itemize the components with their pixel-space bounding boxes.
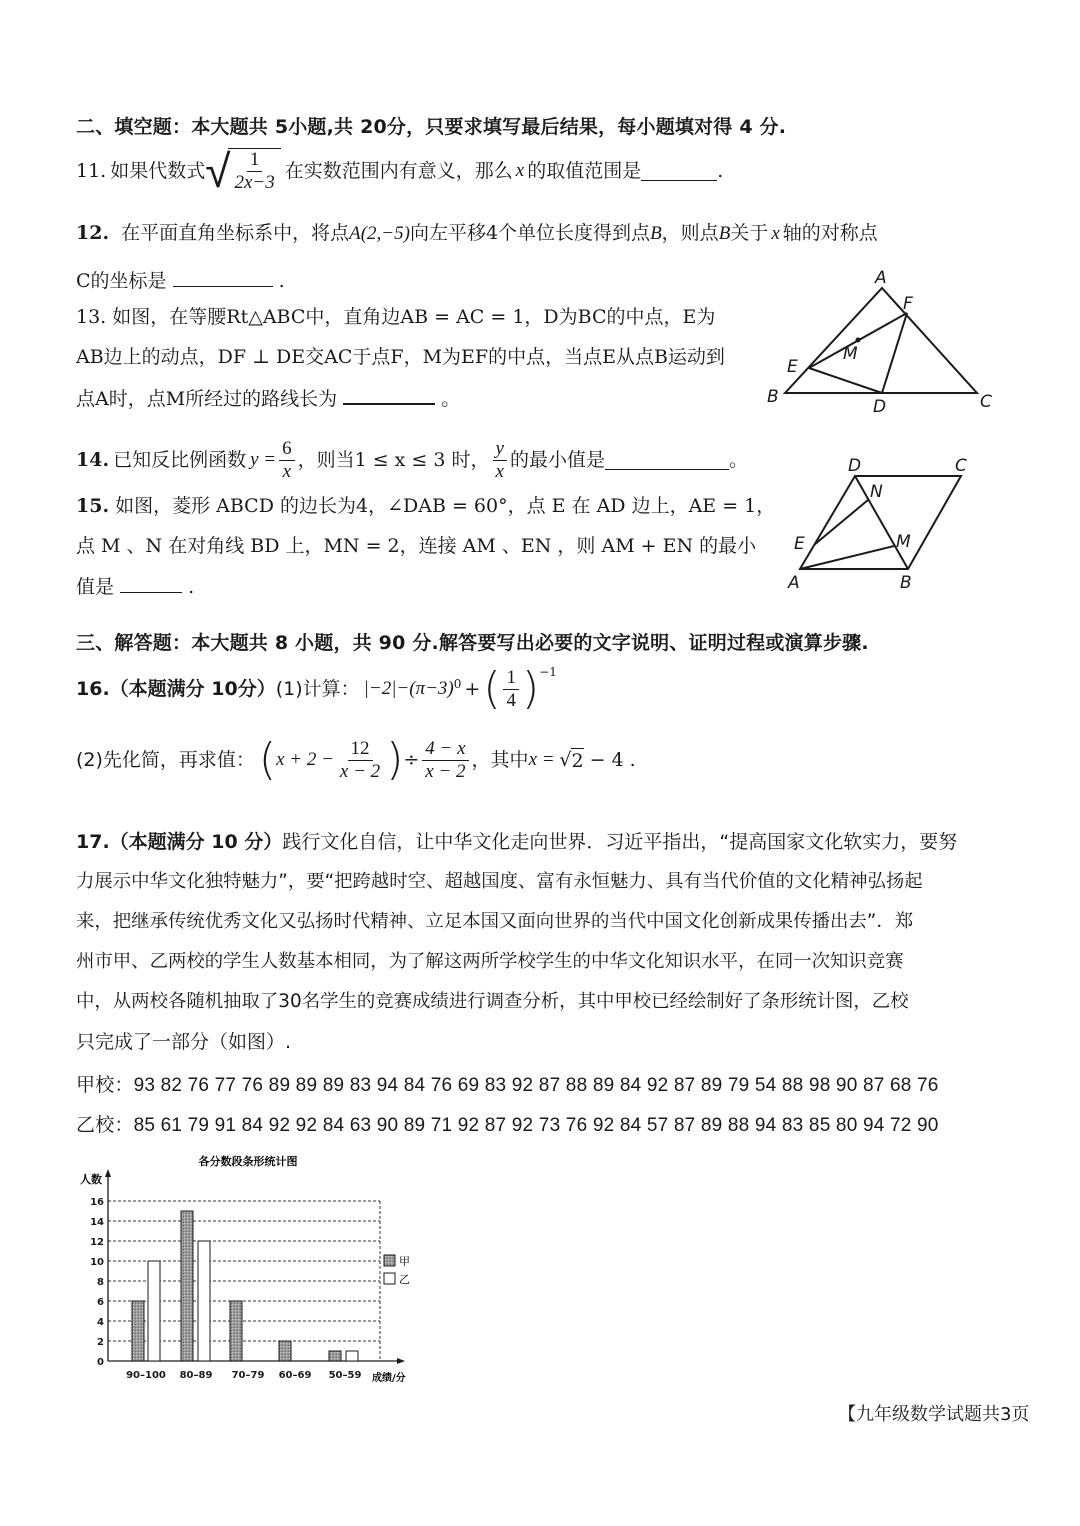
equation-lhs: y = — [250, 449, 277, 470]
school-a-scores-line — [76, 1070, 939, 1097]
label-c: C — [955, 456, 967, 476]
question-12 — [76, 221, 878, 246]
variable: x — [515, 160, 525, 181]
question-17-paragraph — [76, 822, 1016, 1062]
triangle-figure — [755, 262, 1005, 417]
sqrt-expression — [205, 144, 281, 198]
point-a: A(2,−5) — [349, 223, 410, 244]
fraction — [231, 149, 277, 194]
variable: x — [771, 223, 780, 244]
point-b: B — [650, 223, 662, 244]
y-tick: 0 — [97, 1357, 104, 1368]
paragraph-line: 中，从两校各随机抽取了30名学生的竞赛成绩进行调查分析，其中甲校已经绘制好了条形统计图，乙校 — [76, 991, 909, 1012]
label-m: M — [843, 344, 858, 364]
question-text: 如图，菱形 ABCD 的边长为4，∠DAB = 60°，点 E 在 AD 边上，AE = 1， — [115, 495, 776, 517]
paragraph-line: 力展示中华文化独特魅力”，要“把跨越时空、超越国度、富有永恒魅力、具有当代价值的文化精神弘扬起 — [76, 871, 923, 892]
school-a-label: 甲校： — [76, 1074, 134, 1096]
denominator: x − 2 — [425, 760, 466, 782]
score-label: （本题满分 10分） — [109, 678, 276, 700]
section-heading-fill-in: 二、填空题：本大题共 5小题,共 20分，只要求填写最后结果，每小题填对得 4 分. — [76, 116, 787, 138]
x-axis-label: 成绩/分 — [372, 1373, 406, 1384]
question-text: 已知反比例函数 — [113, 449, 247, 471]
left-paren: ( — [483, 663, 501, 714]
legend-swatch-yi — [384, 1273, 395, 1284]
operator: + — [464, 678, 481, 700]
question-text: ，其中 — [471, 749, 529, 771]
expression: − 4 . — [583, 749, 636, 771]
question-text: C的坐标是 — [76, 270, 167, 292]
y-tick: 2 — [97, 1337, 104, 1348]
paragraph-text: 践行文化自信，让中华文化走向世界．习近平指出，“提高国家文化软实力，要努 — [282, 831, 958, 853]
label-f: F — [903, 294, 913, 314]
question-text: ，则点 — [661, 222, 719, 244]
legend-label-jia: 甲 — [399, 1255, 410, 1268]
rhombus-figure — [770, 452, 1000, 597]
score-label: （本题满分 10 分） — [109, 831, 283, 853]
school-b-scores: 85 61 79 91 84 92 92 84 63 90 89 71 92 87 92 73 76 92 84 57 87 89 88 94 83 85 80 94 72 90 — [133, 1115, 939, 1136]
bar-jia-90-100 — [132, 1301, 144, 1361]
question-15-line1 — [76, 494, 775, 518]
right-paren: ) — [521, 663, 540, 714]
bar-yi-80-89 — [198, 1241, 210, 1361]
label-a: A — [788, 573, 800, 593]
answer-blank[interactable] — [343, 385, 435, 405]
numerator: 1 — [503, 667, 519, 690]
label-e: E — [787, 357, 798, 377]
radical-sign: √ — [205, 144, 231, 198]
fraction-one-quarter — [503, 667, 519, 712]
point-b: B — [718, 223, 731, 244]
question-number: 14. — [76, 449, 110, 471]
legend-label-yi: 乙 — [399, 1273, 410, 1286]
denominator: x — [282, 460, 292, 482]
answer-blank[interactable] — [120, 574, 182, 593]
question-13-line2: AB边上的动点，DF ⊥ DE交AC于点F，M为EF的中点，当点E从点B运动到 — [76, 346, 725, 368]
question-number: 13. — [76, 306, 107, 328]
y-tick: 8 — [97, 1277, 104, 1288]
question-12-line2 — [76, 268, 285, 293]
paragraph-line: 来，把继承传统优秀文化又弘扬时代精神、立足本国又面向世界的当代中国文化创新成果传播出去”．郑 — [76, 911, 914, 932]
punctuation: . — [717, 160, 724, 182]
question-number: 15. — [76, 495, 110, 517]
question-text: 如图，在等腰Rt△ABC中，直角边AB = AC = 1，D为BC的中点，E为 — [112, 306, 716, 328]
numerator: y — [493, 438, 507, 461]
label-a: A — [875, 268, 887, 288]
answer-blank[interactable] — [641, 162, 717, 181]
y-axis-label: 人数 — [80, 1173, 102, 1186]
exponent: −1 — [539, 665, 557, 679]
chart-legend — [384, 1255, 410, 1286]
question-text: 的取值范围是 — [527, 160, 642, 182]
divide-operator: ÷ — [403, 749, 420, 771]
bar-jia-80-89 — [181, 1211, 193, 1361]
denominator: x — [495, 460, 504, 482]
bar-yi-50-59 — [346, 1351, 358, 1361]
chart-title: 各分数段条形统计图 — [198, 1155, 298, 1168]
question-text: 轴的对称点 — [782, 222, 878, 244]
denominator: x − 2 — [339, 760, 381, 782]
school-a-scores: 93 82 76 77 76 89 89 89 83 94 84 76 69 83 92 87 88 89 84 92 87 89 79 54 88 98 90 87 68 76 — [133, 1075, 939, 1096]
bar-jia-60-69 — [279, 1341, 291, 1361]
question-15-line2: 点 M 、N 在对角线 BD 上，MN = 2，连接 AM 、EN ，则 AM + EN 的最小 — [76, 535, 757, 557]
label-d: D — [873, 397, 887, 417]
right-paren: ) — [386, 734, 404, 785]
expression: |−2|−(π−3) — [363, 678, 454, 699]
question-text: 的最小值是 — [509, 449, 605, 471]
y-tick: 16 — [90, 1197, 104, 1208]
question-text: 如果代数式 — [110, 160, 206, 182]
part-label: (2)先化简，再求值： — [76, 749, 255, 771]
question-16-part1 — [76, 660, 557, 718]
fraction-6-over-x — [279, 438, 295, 483]
fraction-y-over-x — [493, 438, 507, 483]
fraction-4-minus-x-over-x-minus-2 — [422, 738, 468, 783]
question-text: ，则当1 ≤ x ≤ 3 时， — [297, 449, 490, 471]
left-paren: ( — [258, 734, 277, 785]
question-13-line1 — [76, 305, 715, 329]
expression: x = — [528, 749, 560, 770]
bar-jia-50-59 — [329, 1351, 341, 1361]
question-11 — [76, 146, 723, 196]
y-tick: 12 — [90, 1237, 104, 1248]
bar-jia-70-79 — [230, 1301, 242, 1361]
question-text: 向左平移4个单位长度得到点 — [409, 222, 651, 244]
label-m: M — [896, 532, 911, 552]
numerator: 4 − x — [422, 738, 468, 761]
question-text: 值是 — [76, 576, 115, 598]
numerator: 1 — [247, 149, 263, 172]
question-number: 11. — [76, 160, 107, 182]
school-b-label: 乙校： — [76, 1114, 134, 1136]
bar-yi-90-100 — [148, 1261, 160, 1361]
paragraph-line: 州市甲、乙两校的学生人数基本相同，为了解这两所学校学生的中华文化知识水平，在同一次知识竞赛 — [76, 951, 904, 972]
label-d: D — [848, 456, 862, 476]
question-text: 点A时，点M所经过的路线长为 — [76, 388, 338, 410]
radicand: 2 — [571, 749, 584, 772]
legend-swatch-jia — [384, 1255, 395, 1266]
exponent: 0 — [453, 677, 462, 691]
label-b: B — [900, 573, 912, 593]
x-tick: 70–79 — [231, 1370, 265, 1381]
part-label: (1)计算： — [275, 678, 360, 700]
y-axis-arrow-icon — [105, 1169, 111, 1177]
x-tick: 60–69 — [278, 1370, 312, 1381]
answer-blank[interactable] — [173, 268, 273, 287]
question-number: 16. — [76, 678, 110, 700]
question-number: 17. — [76, 831, 110, 853]
y-tick: 14 — [90, 1217, 104, 1228]
question-text: 在平面直角坐标系中，将点 — [121, 222, 350, 244]
x-tick: 90–100 — [126, 1370, 166, 1381]
sqrt-symbol: √ — [559, 749, 572, 771]
denominator: 4 — [506, 689, 516, 711]
paragraph-line — [76, 822, 1016, 862]
school-b-scores-line — [76, 1110, 939, 1137]
paragraph-line: 只完成了一部分（如图）. — [76, 1031, 292, 1053]
midpoint-m — [856, 338, 861, 343]
punctuation: . — [188, 576, 195, 598]
y-tick: 6 — [97, 1297, 104, 1308]
y-tick: 10 — [90, 1257, 104, 1268]
x-tick: 80–89 — [179, 1370, 213, 1381]
label-e: E — [794, 534, 805, 554]
question-14 — [76, 432, 748, 488]
question-text: 在实数范围内有意义，那么 — [284, 160, 513, 182]
fraction-12-over-x-minus-2 — [337, 738, 383, 783]
x-tick: 50–59 — [328, 1370, 362, 1381]
denominator: 2x−3 — [234, 172, 275, 193]
question-number: 12. — [76, 222, 110, 244]
question-13-line3 — [76, 385, 460, 411]
punctuation: 。 — [728, 449, 748, 471]
numerator: 6 — [279, 438, 295, 461]
question-16-part2 — [76, 732, 636, 788]
y-tick: 4 — [97, 1317, 104, 1328]
bar-chart — [70, 1145, 420, 1385]
question-text: 关于 — [730, 222, 769, 244]
section-heading-solutions: 三、解答题：本大题共 8 小题，共 90 分.解答要写出必要的文字说明、证明过程或演算步骤. — [76, 632, 869, 654]
punctuation: 。 — [441, 388, 461, 410]
answer-blank[interactable] — [605, 451, 729, 470]
expression: x + 2 − — [276, 749, 334, 770]
label-n: N — [870, 482, 883, 502]
numerator: 12 — [348, 738, 373, 761]
question-15-line3 — [76, 574, 194, 599]
label-b: B — [767, 387, 779, 407]
punctuation: . — [278, 270, 285, 292]
label-c: C — [980, 392, 992, 412]
page-footer: 【九年级数学试题共3页 — [838, 1404, 1030, 1425]
x-axis-arrow-icon — [397, 1358, 405, 1364]
